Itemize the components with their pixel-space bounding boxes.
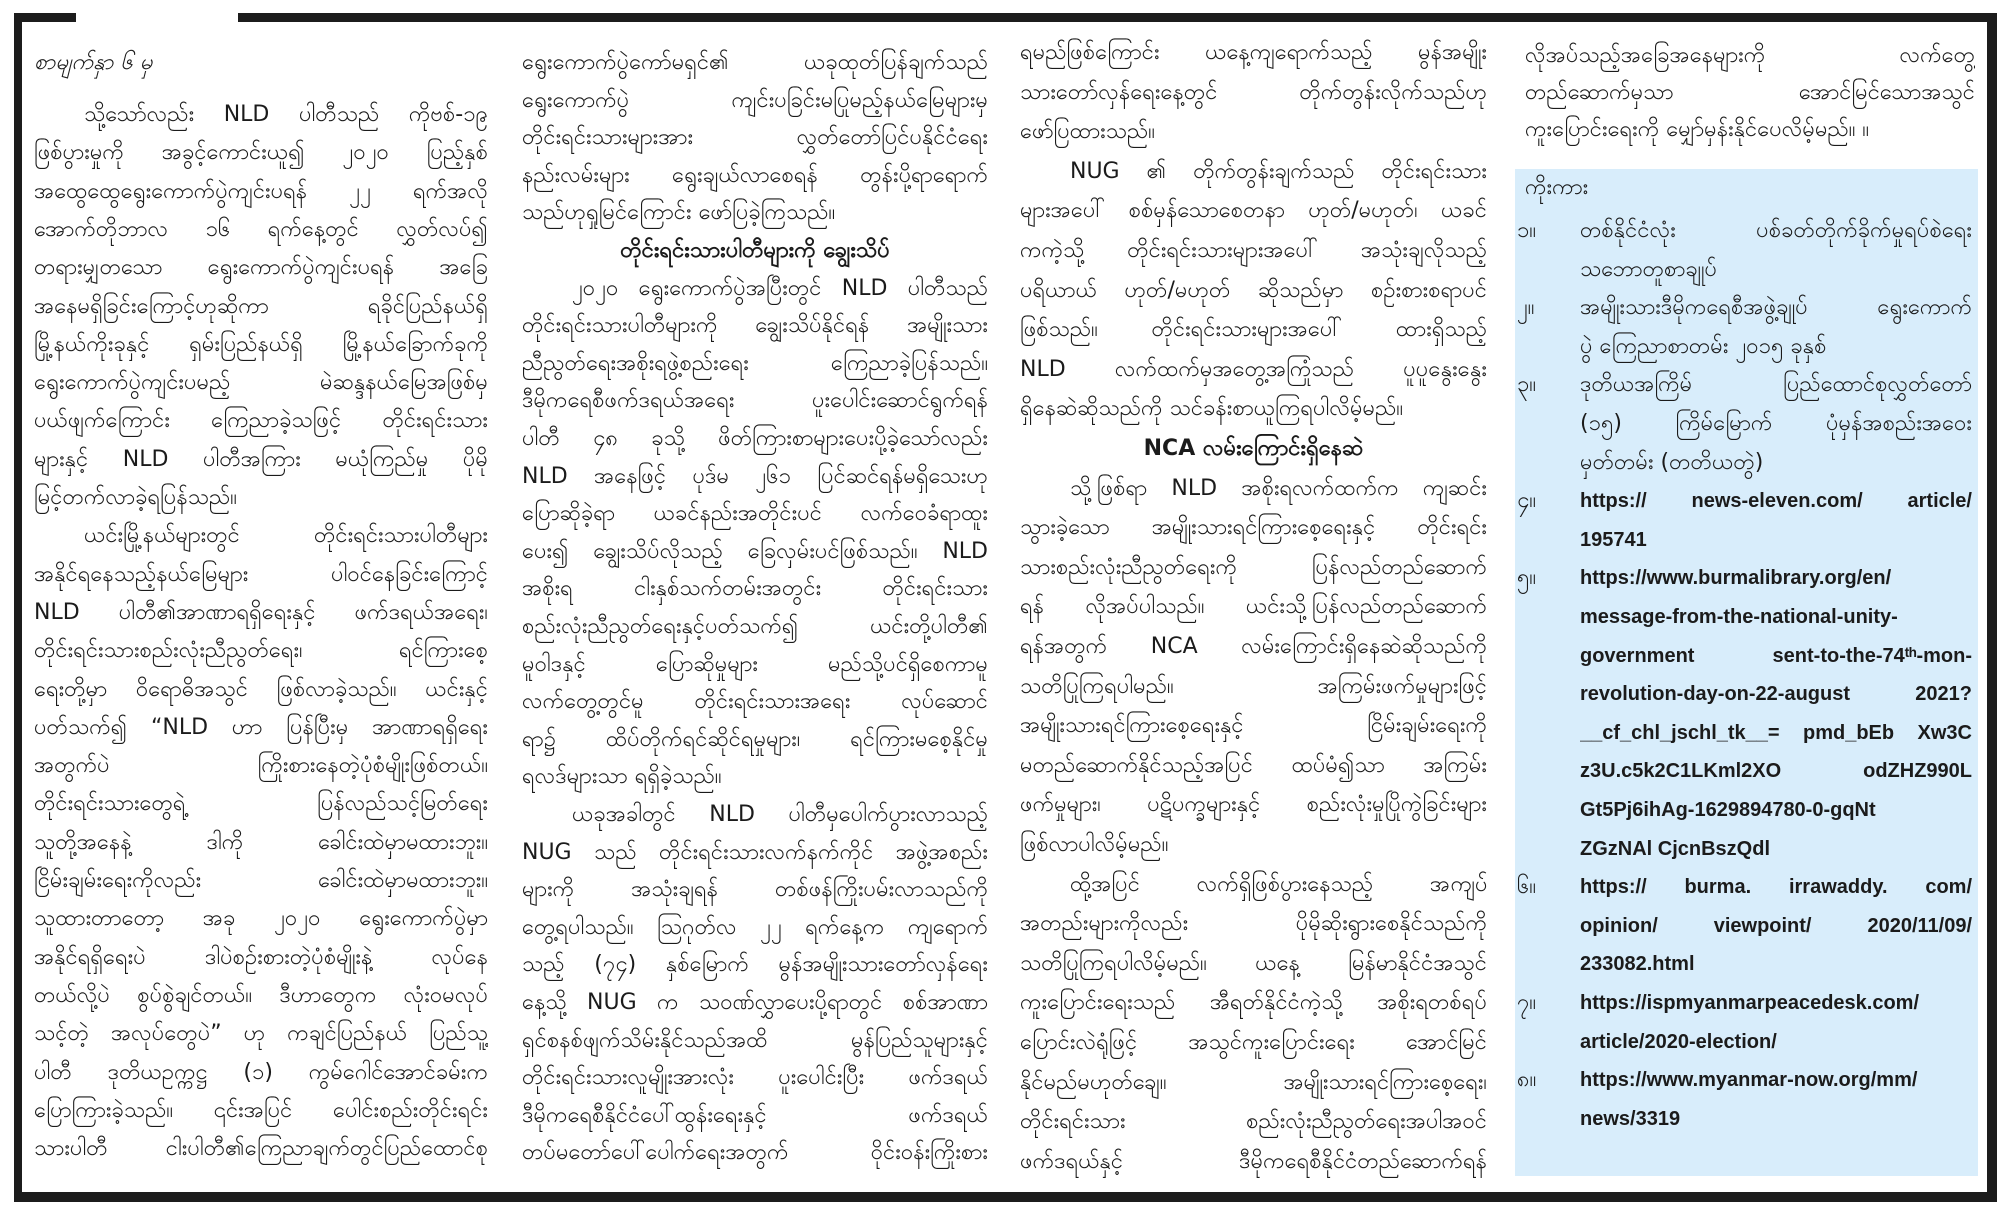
reference-link[interactable]: https:// news-eleven.com/ article/ bbox=[1580, 490, 1972, 513]
reference-link[interactable]: https://ispmyanmarpeacedesk.com/ bbox=[1580, 992, 1920, 1014]
frame-bottom bbox=[14, 1192, 1997, 1202]
text-line: သို့သော်လည်း NLD ပါတီသည် ကိုဗစ်-၁၉ bbox=[84, 102, 488, 127]
reference-number: ၁။ bbox=[1517, 218, 1537, 243]
text-line: ဒီမိုကရေစီနိုင်ငံပေါ်ထွန်းရေးနှင့် ဖက်ဒရယ် bbox=[522, 1102, 988, 1128]
reference-text-line: ZGzNAl CjcnBszQdl bbox=[1580, 837, 1771, 860]
frame-top bbox=[238, 13, 1997, 22]
text-line: အောက်တိုဘာလ ၁၆ ရက်နေ့တွင် လွှတ်လပ်၍ bbox=[34, 216, 488, 242]
text-line: အစိုးရ ငါးနှစ်သက်တမ်းအတွင်း တိုင်းရင်းသား bbox=[522, 576, 988, 602]
text-line: တိုင်းရင်းသားစည်းလုံးညီညွတ်ရေး၊ ရင်ကြားစေ့ bbox=[34, 638, 488, 664]
text-line: ပေး၍ ချွေးသိပ်လိုသည့် ခြေလှမ်းပင်ဖြစ်သည်။ NLD bbox=[522, 538, 988, 564]
text-line: ဖက်မှုများ၊ ပဋိပက္ခများနှင့် စည်းလုံးမှုပြိုကွဲခြင်းများ bbox=[1020, 792, 1487, 818]
reference-number: ၇။ bbox=[1517, 990, 1537, 1015]
text-line: အနေမရှိခြင်းကြောင့်ဟုဆိုကာ ရခိုင်ပြည်နယ်ရှိ bbox=[34, 293, 488, 319]
reference-link[interactable]: https:// burma. irrawaddy. com/ bbox=[1580, 876, 1972, 899]
text-line: တည်ဆောက်မှသာ အောင်မြင်သောအသွင် bbox=[1525, 80, 1975, 105]
text-line: အထွေထွေရွေးကောက်ပွဲကျင်းပရန် ၂၂ ရက်အလို bbox=[34, 178, 488, 204]
text-line: ပြောဆိုခဲ့ရာ ယခင်နည်းအတိုင်းပင် လက်ဝေခံရာထူး bbox=[522, 501, 988, 527]
text-line: နေ့သို့ NUG က သဝဏ်လွှာပေးပို့ရာတွင် စစ်အာဏာ bbox=[522, 990, 988, 1015]
reference-text-line: government sent-to-the-74ᵗʰ-mon- bbox=[1580, 644, 1972, 667]
text-line: NLD လက်ထက်မှအတွေ့အကြုံသည် ပူပူနွေးနွေး bbox=[1020, 356, 1487, 382]
text-line: ဖက်ဒရယ်နှင့် ဒီမိုကရေစီနိုင်ငံတည်ဆောက်ရန် bbox=[1020, 1148, 1487, 1174]
text-line: ရန်အတွက် NCA လမ်းကြောင်းရှိနေဆဲဆိုသည်ကို bbox=[1020, 634, 1487, 659]
text-line: ကူးပြောင်းရေးကို မျှော်မှန်းနိုင်ပေလိမ့်မည်။ ။ bbox=[1525, 117, 1870, 142]
text-line: လက်တွေ့တွင်မူ တိုင်းရင်းသားအရေး လုပ်ဆောင် bbox=[522, 689, 988, 715]
references-title: ကိုးကား bbox=[1525, 175, 1589, 200]
text-line: မတည်ဆောက်နိုင်သည့်အပြင် ထပ်မံ၍သာ အကြမ်း bbox=[1020, 752, 1487, 778]
reference-link[interactable]: https://www.burmalibrary.org/en/ bbox=[1580, 567, 1892, 590]
reference-number: ၂။ bbox=[1517, 295, 1535, 321]
text-line: ရွေးကောက်ပွဲ ကျင်းပခြင်းမပြုမည့်နယ်မြေများမှ bbox=[522, 87, 988, 113]
text-line: ပြောကြားခဲ့သည်။ ၎င်းအပြင် ပေါင်းစည်းတိုင်းရင်း bbox=[34, 1097, 488, 1123]
text-line: တိုင်းရင်းသား စည်းလုံးညီညွတ်ရေးအပါအဝင် bbox=[1020, 1109, 1487, 1135]
text-line: ၂၀၂၀ ရွေးကောက်ပွဲအပြီးတွင် NLD ပါတီသည် bbox=[572, 275, 988, 301]
text-line: များနှင့် NLD ပါတီအကြား မယုံကြည်မှု ပိုမို bbox=[34, 446, 488, 472]
text-line: ရေးတို့မှာ ဝိရောဓိအသွင် ဖြစ်လာခဲ့သည်။ ယင်းနှင့် bbox=[34, 676, 488, 702]
text-line: NUG သည် တိုင်းရင်းသားလက်နက်ကိုင် အဖွဲ့အစည်း bbox=[522, 839, 988, 865]
text-line: အနိုင်ရရှိရေးပဲ ဒါပဲစဉ်းစားတဲ့ပုံစံမျိုးနဲ့ လုပ်နေ bbox=[34, 944, 488, 970]
reference-number: ၃။ bbox=[1517, 372, 1537, 398]
reference-text-line: (၁၅) ကြိမ်မြောက် ပုံမှန်အစည်းအဝေး bbox=[1580, 411, 1972, 436]
text-line: လိုအပ်သည့်အခြေအနေများကို လက်တွေ့ bbox=[1525, 43, 1975, 68]
reference-text-line: opinion/ viewpoint/ 2020/11/09/ bbox=[1580, 914, 1972, 937]
reference-text-line: တစ်နိုင်ငံလုံး ပစ်ခတ်တိုက်ခိုက်မှုရပ်စဲရေး bbox=[1580, 218, 1972, 243]
text-line: သည်ဟုရှုမြင်ကြောင်း ဖော်ပြခဲ့ကြသည်။ bbox=[522, 200, 836, 226]
reference-text-line: __cf_chl_jschl_tk__= pmd_bEb Xw3C bbox=[1580, 721, 1972, 744]
text-line: ပြောင်းလဲရုံဖြင့် အသွင်ကူးပြောင်းရေး အောင်မြင် bbox=[1020, 1030, 1487, 1055]
reference-text-line: ပွဲ ကြေညာစာတမ်း ၂၀၁၅ ခုနှစ် bbox=[1580, 333, 1827, 359]
text-line: ကူးပြောင်းရေးသည် အီရတ်နိုင်ငံကဲ့သို့ အစိုးရတစ်ရပ် bbox=[1020, 990, 1487, 1016]
text-line: တယ်လို့ပဲ စွပ်စွဲချင်တယ်။ ဒီဟာတွေက လုံးဝမလုပ် bbox=[34, 982, 488, 1008]
frame-top-left bbox=[14, 13, 76, 22]
text-line: နိုင်မည်မဟုတ်ချေ။ အမျိုးသားရင်ကြားစေ့ရေး၊ bbox=[1020, 1069, 1487, 1095]
text-line: ရှိနေဆဲဆိုသည်ကို သင်ခန်းစာယူကြရပါလိမ့်မည်။ bbox=[1020, 396, 1404, 422]
text-line: သတိပြုကြရပါမည်။ အကြမ်းဖက်မှုများဖြင့် bbox=[1020, 673, 1487, 699]
text-line: အနိုင်ရနေသည့်နယ်မြေများ ပါဝင်နေခြင်းကြောင့် bbox=[34, 561, 488, 587]
text-line: နည်းလမ်းများ ရွေးချယ်လာစေရန် တွန်းပို့ရာရောက် bbox=[522, 162, 988, 188]
reference-text-line: 195741 bbox=[1580, 528, 1647, 551]
reference-text-line: အမျိုးသားဒီမိုကရေစီအဖွဲ့ချုပ် ရွေးကောက် bbox=[1580, 295, 1972, 321]
text-line: သားပါတီ ငါးပါတီ၏ကြေညာချက်တွင်ပြည်ထောင်စု bbox=[34, 1136, 488, 1162]
text-line: တိုင်းရင်းသားလူမျိုးအားလုံး ပူးပေါင်းပြီး ဖက်ဒရယ် bbox=[522, 1065, 988, 1091]
text-line: သည့် (၇၄) နှစ်မြောက် မွန်အမျိုးသားတော်လှန်ရေး bbox=[522, 952, 988, 978]
text-line: NUG ၏ တိုက်တွန်းချက်သည် တိုင်းရင်းသား bbox=[1070, 158, 1487, 184]
text-line: အမျိုးသားရင်ကြားစေ့ရေးနှင့် ငြိမ်းချမ်းရေးကို bbox=[1020, 713, 1487, 739]
text-line: မြို့နယ်ကိုးခုနှင့် ရှမ်းပြည်နယ်ရှိ မြို့နယ်ခြောက်ခုကို bbox=[34, 331, 488, 357]
text-line: ပါတီ ဒုတိယဥက္ကဋ္ဌ (၁) ကွမ်ဂေါင်အောင်ခမ်းက bbox=[34, 1059, 488, 1085]
text-line: ရန် လိုအပ်ပါသည်။ ယင်းသို့ပြန်လည်တည်ဆောက် bbox=[1020, 594, 1487, 620]
text-line: သူထားတာတော့ အခု ၂၀၂၀ ရွေးကောက်ပွဲမှာ bbox=[34, 906, 488, 932]
text-line: များအပေါ် စစ်မှန်သောစေတနာ ဟုတ်/မဟုတ်၊ ယခင် bbox=[1020, 198, 1487, 224]
text-line: ပရိယာယ် ဟုတ်/မဟုတ် ဆိုသည်မှာ စဉ်းစားစရာပင် bbox=[1020, 277, 1487, 303]
reference-text-line: revolution-day-on-22-august 2021? bbox=[1580, 683, 1972, 706]
text-line: သားတော်လှန်ရေးနေ့တွင် တိုက်တွန်းလိုက်သည်ဟု bbox=[1020, 79, 1487, 105]
text-line: ဖြစ်သည်။ တိုင်းရင်းသားများအပေါ် ထားရှိသည့် bbox=[1020, 317, 1487, 343]
section-heading: NCA လမ်းကြောင်းရှိနေဆဲ bbox=[1143, 436, 1364, 461]
text-line: NLD အနေဖြင့် ပုဒ်မ ၂၆၁ ပြင်ဆင်ရန်မရှိသေးဟု bbox=[522, 463, 988, 489]
reference-text-line: message-from-the-national-unity- bbox=[1580, 606, 1898, 628]
text-line: ရမည်ဖြစ်ကြောင်း ယနေ့ကျရောက်သည့် မွန်အမျိုး bbox=[1020, 40, 1487, 65]
text-line: သွားခဲ့သော အမျိုးသားရင်ကြားစေ့ရေးနှင့် တိုင်းရင်း bbox=[1020, 515, 1487, 541]
text-line: NLD ပါတီ၏အာဏာရရှိရေးနှင့် ဖက်ဒရယ်အရေး၊ bbox=[34, 599, 488, 625]
reference-text-line: Gt5Pj6ihAg-1629894780-0-gqNt bbox=[1580, 799, 1876, 821]
text-line: ဖော်ပြထားသည်။ bbox=[1020, 119, 1155, 145]
text-line: ကကဲ့သို့ တိုင်းရင်းသားများအပေါ် အသုံးချလိုသည့် bbox=[1020, 238, 1487, 263]
reference-number: ၄။ bbox=[1517, 488, 1537, 514]
text-line: သို့ဖြစ်ရာ NLD အစိုးရလက်ထက်က ကျဆင်း bbox=[1070, 475, 1487, 501]
reference-text-line: z3U.c5k2C1LKml2XO odZHZ990L bbox=[1580, 760, 1972, 783]
text-line: ယင်းမြို့နယ်များတွင် တိုင်းရင်းသားပါတီများ bbox=[84, 523, 488, 549]
text-line: ရှင်စနစ်ဖျက်သိမ်းနိုင်သည်အထိ မွန်ပြည်သူများနှင့် bbox=[522, 1027, 988, 1053]
text-line: ရလဒ်များသာ ရရှိခဲ့သည်။ bbox=[522, 764, 722, 790]
section-heading: တိုင်းရင်းသားပါတီများကို ချွေးသိပ် bbox=[620, 238, 890, 263]
text-line: ဖြစ်ပွားမှုကို အခွင့်ကောင်းယူ၍ ၂၀၂၀ ပြည့်နှစ် bbox=[34, 140, 488, 166]
text-line: တပ်မတော်ပေါ်ပေါက်ရေးအတွက် ဝိုင်းဝန်းကြိုးစား bbox=[522, 1140, 988, 1166]
text-line: ရွေးကောက်ပွဲကျင်းပမည့် မဲဆန္ဒနယ်မြေအဖြစ်မှ bbox=[34, 370, 488, 396]
text-line: များကို အသုံးချရန် တစ်ဖန်ကြိုးပမ်းလာသည်ကို bbox=[522, 877, 988, 903]
text-line: သားစည်းလုံးညီညွတ်ရေးကို ပြန်လည်တည်ဆောက် bbox=[1020, 554, 1487, 580]
text-line: ပတ်သက်၍ “NLD ဟာ ပြန်ပြီးမှ အာဏာရရှိရေး bbox=[34, 714, 488, 740]
text-line: သူတို့အနေနဲ့ ဒါကို ခေါင်းထဲမှာမထားဘူး။ bbox=[34, 829, 488, 855]
text-line: တွေ့ရပါသည်။ ဩဂုတ်လ ၂၂ ရက်နေ့က ကျရောက် bbox=[522, 914, 988, 940]
reference-text-line: ဒုတိယအကြိမ် ပြည်ထောင်စုလွှတ်တော် bbox=[1580, 372, 1972, 398]
text-line: ထို့အပြင် လက်ရှိဖြစ်ပွားနေသည့် အကျပ် bbox=[1070, 871, 1487, 897]
text-line: မြင့်တက်လာခဲ့ရပြန်သည်။ bbox=[34, 485, 237, 510]
reference-link[interactable]: https://www.myanmar-now.org/mm/ bbox=[1580, 1069, 1918, 1092]
reference-text-line: 233082.html bbox=[1580, 953, 1695, 976]
text-line: အတည်းများကိုလည်း ပိုမိုဆိုးရွားစေနိုင်သည်ကို bbox=[1020, 911, 1487, 937]
text-line: တရားမျှတသော ရွေးကောက်ပွဲကျင်းပရန် အခြေ bbox=[34, 255, 488, 281]
text-line: တိုင်းရင်းသားများအား လွှတ်တော်ပြင်ပနိုင်ငံရေး bbox=[522, 125, 988, 151]
text-line: ဒီမိုကရေစီဖက်ဒရယ်အရေး ပူးပေါင်းဆောင်ရွက်ရန် bbox=[522, 388, 988, 414]
text-line: မူဝါဒနှင့် ပြောဆိုမှုများ မည်သို့ပင်ရှိစေကာမူ bbox=[522, 651, 988, 677]
text-line: ငြိမ်းချမ်းရေးကိုလည်း ခေါင်းထဲမှာမထားဘူး။ bbox=[34, 868, 488, 893]
reference-number: ၅။ bbox=[1517, 565, 1537, 591]
reference-text-line: article/2020-election/ bbox=[1580, 1030, 1777, 1053]
reference-text-line: news/3319 bbox=[1580, 1107, 1681, 1130]
text-line: သင့်တဲ့ အလုပ်တွေပဲ” ဟု ကချင်ပြည်နယ် ပြည်သူ့ bbox=[34, 1021, 488, 1047]
text-line: ဖြစ်လာပါလိမ့်မည်။ bbox=[1020, 832, 1169, 857]
text-line: ပယ်ဖျက်ကြောင်း ကြေညာခဲ့သဖြင့် တိုင်းရင်းသား bbox=[34, 408, 488, 434]
reference-number: ၆။ bbox=[1517, 874, 1537, 900]
text-line: တိုင်းရင်းသားပါတီများကို ချွေးသိပ်နိုင်ရန် အမျိုးသား bbox=[522, 313, 988, 339]
reference-text-line: သဘောတူစာချုပ် bbox=[1580, 256, 1717, 282]
continued-from-label: စာမျက်နှာ ၆ မှ bbox=[34, 50, 153, 75]
text-line: ရာ၌ ထိပ်တိုက်ရင်ဆိုင်ရမှုများ၊ ရင်ကြားမစေ့နိုင်မှု bbox=[522, 726, 988, 752]
references-box bbox=[1515, 169, 1978, 1176]
text-line: သတိပြုကြရပါလိမ့်မည်။ ယနေ့ မြန်မာနိုင်ငံအသွင် bbox=[1020, 950, 1487, 976]
text-line: အတွက်ပဲ ကြိုးစားနေတဲ့ပုံစံမျိုးဖြစ်တယ်။ bbox=[34, 753, 488, 779]
frame-left bbox=[14, 13, 22, 1202]
reference-number: ၈။ bbox=[1517, 1067, 1537, 1093]
text-line: ယခုအခါတွင် NLD ပါတီမှပေါက်ပွားလာသည့် bbox=[572, 802, 988, 827]
text-line: ရွေးကောက်ပွဲကော်မရှင်၏ ယခုထုတ်ပြန်ချက်သည် bbox=[522, 50, 988, 75]
reference-text-line: မှတ်တမ်း (တတိယတွဲ) bbox=[1580, 449, 1764, 475]
text-line: ပါတီ ၄၈ ခုသို့ ဖိတ်ကြားစာများပေးပို့ခဲ့သော်လည်း bbox=[522, 426, 988, 451]
text-line: တိုင်းရင်းသားတွေရဲ့ ပြန်လည်သင့်မြတ်ရေး bbox=[34, 791, 488, 817]
text-line: စည်းလုံးညီညွတ်ရေးနှင့်ပတ်သက်၍ ယင်းတို့ပါတီ၏ bbox=[522, 614, 988, 639]
text-line: ညီညွတ်ရေးအစိုးရဖွဲ့စည်းရေး ကြေညာခဲ့ပြန်သည်။ bbox=[522, 350, 988, 376]
frame-right bbox=[1987, 13, 1997, 1202]
